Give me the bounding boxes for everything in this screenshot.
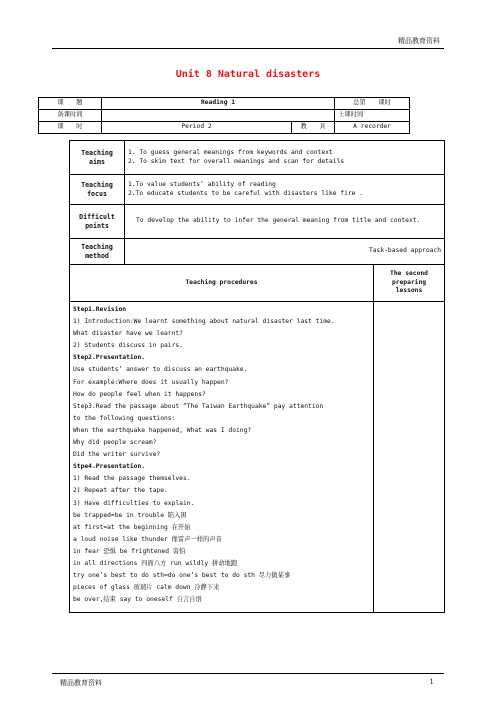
info-row bbox=[39, 98, 410, 110]
aims-line: 1. To guess general meanings from keywords and context bbox=[128, 149, 333, 156]
difficult-label: Difficult points bbox=[70, 205, 125, 239]
info-cell-topic: Reading 1 bbox=[102, 98, 335, 110]
procedure-line: Did the writer survive? bbox=[73, 451, 161, 459]
procedure-line: 1) Read the passage themselves. bbox=[73, 475, 191, 483]
info-row bbox=[39, 110, 410, 122]
focus-label: Teaching focus bbox=[70, 175, 125, 205]
procedure-line: a loud noise like thunder 像雷声一样的声音 bbox=[73, 535, 222, 543]
second-preparing-heading: The second preparing lessons bbox=[374, 265, 445, 302]
procedure-line: Stpe4.Presentation. bbox=[73, 463, 146, 471]
aims-content bbox=[125, 141, 445, 175]
procedure-line: 2) Repeat after the tape. bbox=[73, 487, 168, 495]
aims-row bbox=[70, 141, 445, 175]
method-row bbox=[70, 239, 445, 265]
footer-watermark: 精品教育资料 bbox=[60, 679, 102, 687]
procedures-heading: Teaching procedures bbox=[70, 265, 374, 302]
lesson-info-table bbox=[38, 97, 410, 134]
procedure-line: in all directions 四面八方 run wildly 拼命地跑 bbox=[73, 559, 238, 567]
difficult-content: To develop the ability to infer the general meaning from title and context. bbox=[125, 205, 445, 239]
focus-line: 1.To value students’ ability of reading bbox=[128, 181, 276, 188]
info-row bbox=[39, 122, 410, 134]
procedure-line: For example:Where does it usually happen? bbox=[73, 378, 229, 386]
header-rule bbox=[52, 48, 444, 49]
page-number: 1 bbox=[429, 678, 434, 686]
focus-content bbox=[125, 175, 445, 205]
procedure-line: 2) Students discuss in pairs. bbox=[73, 342, 183, 350]
procedure-line: When the earthquake happened, What was I doing? bbox=[73, 426, 252, 434]
procedure-line: What disaster have we learnt? bbox=[73, 330, 183, 338]
procedure-line: 3) Have difficulties to explain. bbox=[73, 499, 195, 507]
info-cell-period: Period 2 bbox=[102, 122, 292, 134]
method-label: Teaching method bbox=[70, 239, 125, 265]
document-title: Unit 8 Natural disasters bbox=[175, 69, 321, 80]
info-cell bbox=[102, 110, 335, 122]
procedure-line: Step3.Read the passage about “The Taiwan Earthquake” pay attention bbox=[73, 402, 324, 410]
lesson-plan-table bbox=[69, 140, 445, 613]
procedure-line: Use students’ answer to discuss an earthquake. bbox=[73, 366, 248, 374]
procedure-line: Step1.Revision bbox=[73, 306, 127, 313]
procedures-header-row bbox=[70, 265, 445, 302]
footer-rule bbox=[52, 673, 444, 674]
procedure-line: Step2.Presentation. bbox=[73, 354, 146, 362]
second-preparing-cell bbox=[374, 302, 445, 613]
focus-line: 2.To educate students to be careful with disasters like fire . bbox=[128, 189, 364, 197]
info-cell: 备课时间 bbox=[39, 110, 102, 122]
info-cell: 上课时间 bbox=[335, 110, 410, 122]
info-cell-tools: A recorder bbox=[335, 122, 410, 134]
procedure-line: be over,结束 say to oneself 自言自语 bbox=[73, 596, 202, 604]
method-value: Task-based approach bbox=[125, 239, 445, 265]
procedure-line: Why did people scream? bbox=[73, 439, 157, 447]
procedure-line: 1) Introduction:We learnt something about natural disaster last time. bbox=[73, 318, 335, 326]
procedures-row bbox=[70, 302, 445, 613]
aims-label: Teaching aims bbox=[70, 141, 125, 175]
focus-row bbox=[70, 175, 445, 205]
header-watermark: 精品教育资料 bbox=[398, 37, 440, 45]
procedure-line: at first=at the beginning 在开始 bbox=[73, 523, 191, 531]
info-cell: 总第 课时 bbox=[335, 98, 410, 110]
procedure-lines bbox=[73, 302, 370, 606]
difficult-row bbox=[70, 205, 445, 239]
info-cell: 课 时 bbox=[39, 122, 102, 134]
procedure-line: in fear 恐惧 be frightened 害怕 bbox=[73, 547, 186, 555]
aims-line: 2. To skim text for overall meanings and scan for details bbox=[128, 157, 345, 165]
procedures-content bbox=[70, 302, 374, 613]
procedure-line: try one’s best to do sth=do one’s best to do sth 尽力做某事 bbox=[73, 572, 291, 580]
info-cell: 课 题 bbox=[39, 98, 102, 110]
procedure-line: be trapped=be in trouble 陷入困 bbox=[73, 511, 187, 519]
procedure-line: How do people feel when it happens? bbox=[73, 390, 206, 398]
procedure-line: pieces of glass 玻璃片 calm down 冷静下来 bbox=[73, 584, 220, 592]
procedure-line: to the following questions: bbox=[73, 414, 176, 422]
info-cell: 教 具 bbox=[292, 122, 335, 134]
